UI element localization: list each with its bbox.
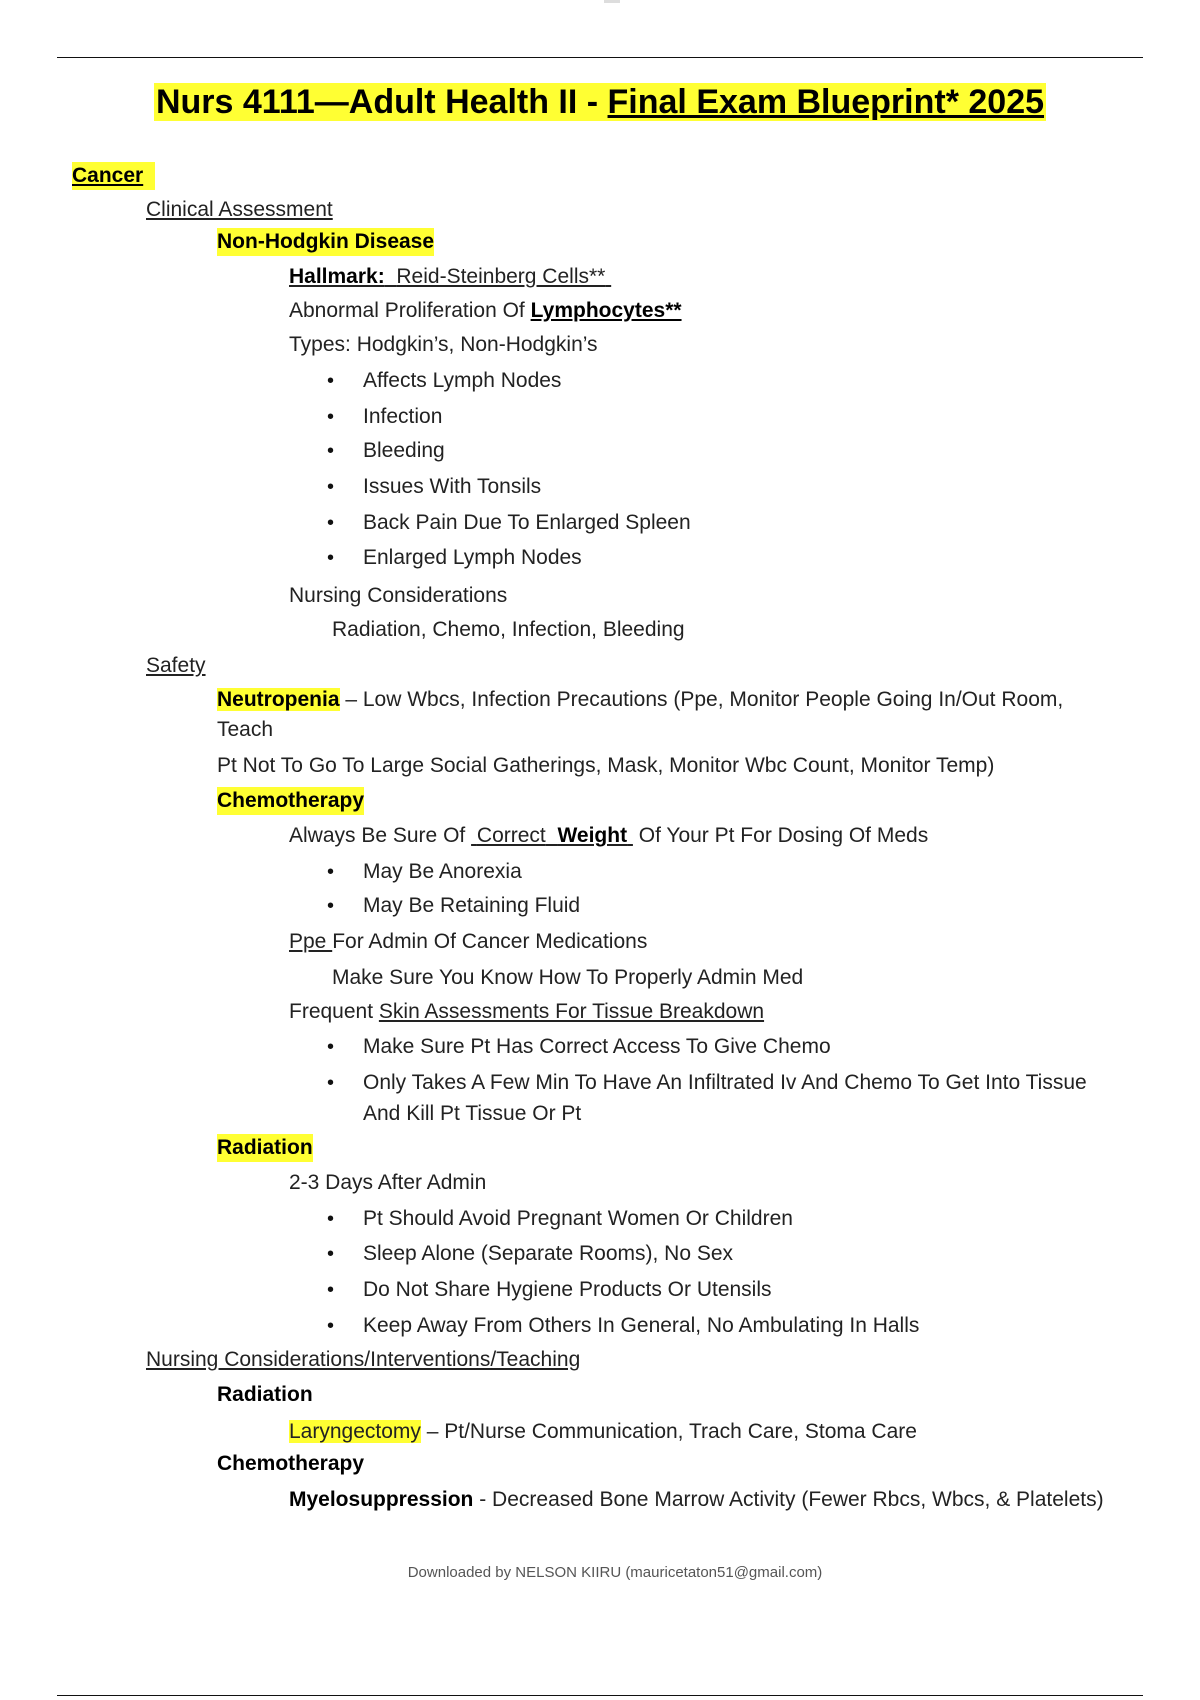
title-part2: Final Exam Blueprint* 2025 [607,83,1045,121]
header-rule [57,57,1143,58]
bullet-marker: • [327,895,335,917]
list-item-continued: And Kill Pt Tissue Or Pt [363,1102,582,1125]
title-part1: Nurs 4111—Adult Health II - [155,83,608,121]
admin-med-line: Make Sure You Know How To Properly Admin Med [332,966,804,989]
abnormal-prefix: Abnormal Proliferation Of [289,299,531,322]
skin-line [289,998,764,1026]
bullet-marker: • [327,547,335,569]
weight-correct [471,824,633,847]
list-item: Infection [363,405,443,428]
abnormal-line [289,297,682,325]
weight-correct-text: Correct [476,824,546,847]
abnormal-bold: Lymphocytes** [530,299,682,322]
myelosuppression-line [289,1486,1104,1514]
subheading-chemotherapy: Chemotherapy [217,1452,365,1475]
nursing-considerations: Nursing Considerations [289,584,508,607]
list-item: Affects Lymph Nodes [363,369,562,392]
bullet-marker: • [327,1315,335,1337]
list-item: Keep Away From Others In General, No Ambulating In Halls [363,1314,920,1337]
neutropenia-continued-2: Pt Not To Go To Large Social Gatherings, Mask, Monitor Wbc Count, Monitor Temp) [217,754,995,777]
bullet-marker: • [327,1036,335,1058]
bullet-marker: • [327,512,335,534]
list-item: Enlarged Lymph Nodes [363,546,582,569]
weight-suffix: Of Your Pt For Dosing Of Meds [632,824,929,847]
bullet-marker: • [327,440,335,462]
list-item: Do Not Share Hygiene Products Or Utensils [363,1278,772,1301]
hallmark-label: Hallmark: [289,265,385,288]
myelosuppression-term: Myelosuppression [289,1488,474,1511]
days-after-line: 2-3 Days After Admin [289,1171,487,1194]
download-footer: Downloaded by NELSON KIIRU (mauricetaton51@gmail.com) [407,1564,823,1581]
section-cancer: Cancer [72,162,155,190]
ppe-text: For Admin Of Cancer Medications [332,930,648,953]
neutropenia-text: – Low Wbcs, Infection Precautions (Ppe, Monitor People Going In/Out Room, [339,688,1064,711]
heading-radiation: Radiation [217,1134,313,1162]
bullet-marker: • [327,370,335,392]
laryngectomy-text: – Pt/Nurse Communication, Trach Care, Stoma Care [420,1420,917,1443]
heading-nursing-interventions: Nursing Considerations/Interventions/Teaching [146,1348,581,1371]
list-item: Pt Should Avoid Pregnant Women Or Children [363,1207,793,1230]
neutropenia-term: Neutropenia [217,688,340,711]
list-item: Make Sure Pt Has Correct Access To Give Chemo [363,1035,831,1058]
myelosuppression-text: - Decreased Bone Marrow Activity (Fewer Rbcs, Wbcs, & Platelets) [473,1488,1104,1511]
bullet-marker: • [327,1208,335,1230]
ppe-term: Ppe [289,930,333,953]
heading-safety: Safety [146,654,206,677]
page-top-mark [604,0,620,3]
list-item: Sleep Alone (Separate Rooms), No Sex [363,1242,734,1265]
laryngectomy-term: Laryngectomy [289,1420,421,1443]
heading-non-hodgkin: Non-Hodgkin Disease [217,228,434,256]
list-item: Back Pain Due To Enlarged Spleen [363,511,691,534]
weight-bold: Weight [557,824,628,847]
heading-clinical-assessment: Clinical Assessment [146,198,333,221]
subheading-radiation: Radiation [217,1383,313,1406]
laryngectomy-line [289,1418,917,1446]
list-item: May Be Anorexia [363,860,522,883]
bullet-marker: • [327,1072,335,1094]
page-title [0,80,1200,124]
hallmark-value: Reid-Steinberg Cells** [396,265,606,288]
weight-prefix: Always Be Sure Of [289,824,472,847]
nursing-considerations-detail: Radiation, Chemo, Infection, Bleeding [332,618,685,641]
list-item: May Be Retaining Fluid [363,894,581,917]
neutropenia-continued: Teach [217,718,274,741]
hallmark-line [289,263,611,291]
weight-line [289,822,928,850]
list-item: Issues With Tonsils [363,475,542,498]
types-line: Types: Hodgkin’s, Non-Hodgkin’s [289,333,598,356]
bullet-marker: • [327,406,335,428]
list-item: Bleeding [363,439,445,462]
ppe-line [289,928,647,956]
list-item: Only Takes A Few Min To Have An Infiltrated Iv And Chemo To Get Into Tissue [363,1071,1087,1094]
heading-chemotherapy: Chemotherapy [217,787,364,815]
bullet-marker: • [327,476,335,498]
skin-prefix: Frequent [289,1000,379,1023]
skin-underlined: Skin Assessments For Tissue Breakdown [378,1000,765,1023]
neutropenia-line [217,686,1063,714]
bullet-marker: • [327,861,335,883]
footer-rule [57,1695,1143,1696]
bullet-marker: • [327,1243,335,1265]
bullet-marker: • [327,1279,335,1301]
